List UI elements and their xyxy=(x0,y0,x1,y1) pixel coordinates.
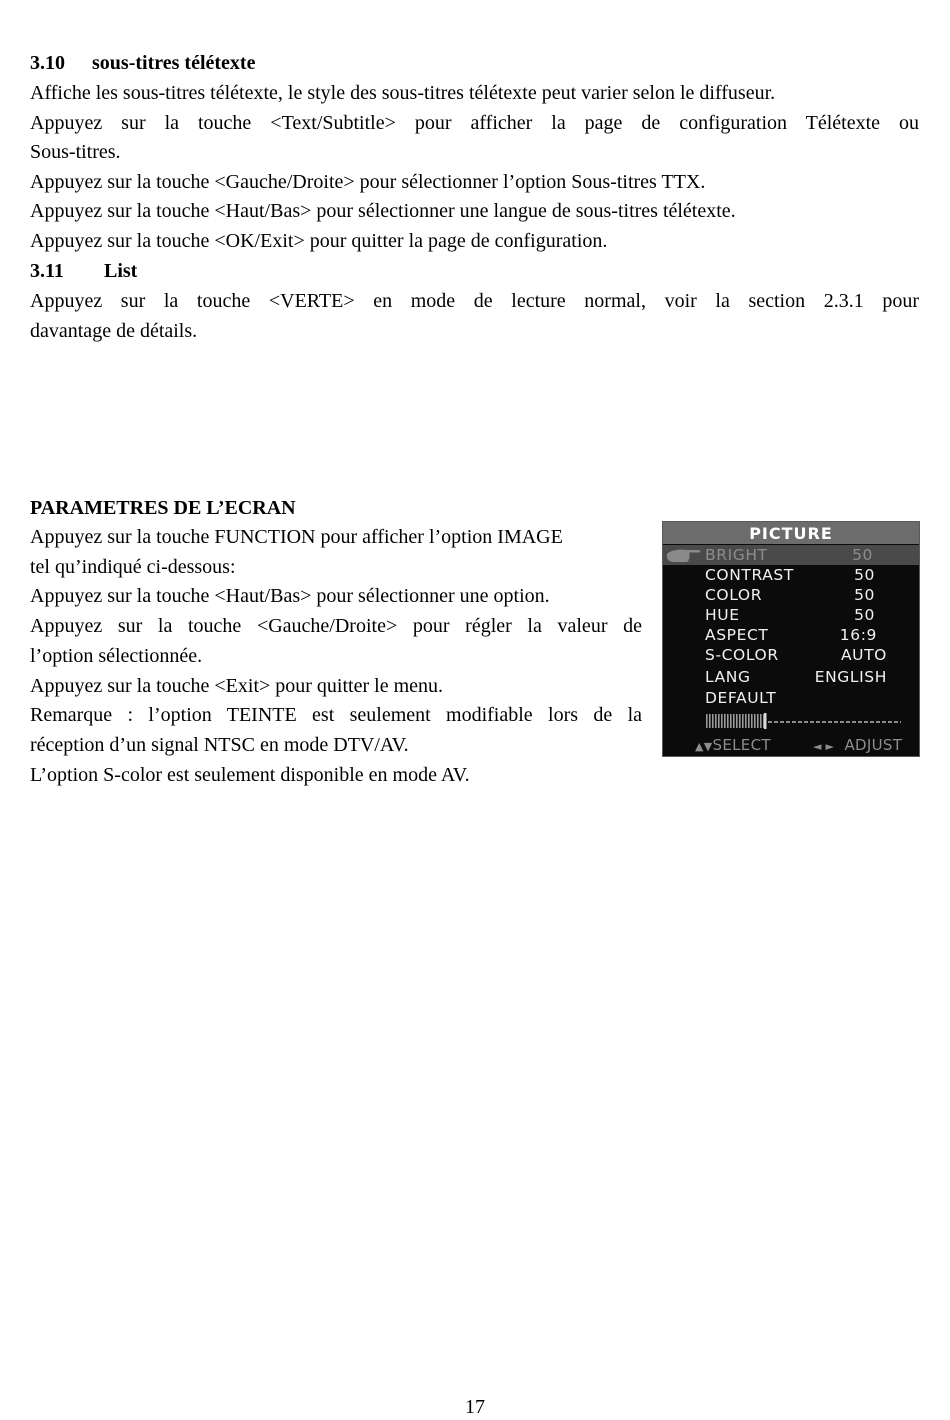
osd-item-value: 50 xyxy=(854,586,875,604)
osd-item-value: 50 xyxy=(852,546,873,564)
osd-item-value: 50 xyxy=(854,566,875,584)
level-bar-tick xyxy=(733,714,735,728)
level-bar-tick xyxy=(712,714,714,728)
osd-item xyxy=(705,585,905,605)
paragraph-line: Sous-titres. xyxy=(30,141,121,163)
osd-item-value: AUTO xyxy=(840,646,887,664)
level-bar-tick xyxy=(718,714,720,728)
paragraph-line: Appuyez sur la touche <Exit> pour quitter le menu. xyxy=(30,675,444,697)
osd-footer-adjust xyxy=(813,734,902,757)
osd-item xyxy=(705,667,905,687)
level-bar-tick xyxy=(739,714,741,728)
paragraph-line: Remarque : l’option TEINTE est seulement modifiable lors de la xyxy=(30,704,642,726)
up-down-arrows-icon: ▲▼ xyxy=(695,740,713,753)
paragraph-line: Appuyez sur la touche <Gauche/Droite> pour sélectionner l’option Sous-titres TTX. xyxy=(30,171,706,193)
osd-item-label: LANG xyxy=(705,668,751,686)
osd-item xyxy=(705,605,905,625)
osd-item-label: ASPECT xyxy=(705,626,769,644)
osd-footer-select xyxy=(695,734,771,757)
section-number: 3.10 xyxy=(30,52,65,74)
screen-settings-heading: PARAMETRES DE L’ECRAN xyxy=(30,497,296,519)
level-bar-tick xyxy=(709,714,711,728)
level-bar-tick xyxy=(748,714,750,728)
osd-item xyxy=(705,625,905,645)
paragraph-line: Appuyez sur la touche <Gauche/Droite> pour régler la valeur de xyxy=(30,615,642,637)
osd-item-label: S-COLOR xyxy=(705,646,779,664)
section-3-10-heading xyxy=(30,51,255,75)
osd-item-value: ENGLISH xyxy=(814,668,887,686)
picture-menu-screenshot xyxy=(662,521,920,757)
osd-item-label: BRIGHT xyxy=(705,546,768,564)
osd-item xyxy=(705,565,905,585)
paragraph-line: Appuyez sur la touche <OK/Exit> pour quitter la page de configuration. xyxy=(30,230,608,252)
paragraph-line: Appuyez sur la touche <Haut/Bas> pour sélectionner une langue de sous-titres télétexte. xyxy=(30,200,736,222)
section-title: sous-titres télétexte xyxy=(92,52,256,74)
level-bar-tick xyxy=(730,714,732,728)
level-bar-tick xyxy=(757,714,759,728)
level-bar-tick xyxy=(736,714,738,728)
level-bar-knob xyxy=(764,713,767,729)
level-bar-tick xyxy=(706,714,708,728)
paragraph-line: Appuyez sur la touche FUNCTION pour afficher l’option IMAGE xyxy=(30,526,563,548)
paragraph-line: réception d’un signal NTSC en mode DTV/AV. xyxy=(30,734,409,756)
osd-item-label: COLOR xyxy=(705,586,763,604)
osd-item-label: HUE xyxy=(705,606,740,624)
level-bar-tick xyxy=(715,714,717,728)
level-bar-tick xyxy=(745,714,747,728)
osd-level-bar xyxy=(705,713,901,729)
paragraph-line: Appuyez sur la touche <Haut/Bas> pour sélectionner une option. xyxy=(30,585,550,607)
level-bar-tick xyxy=(727,714,729,728)
paragraph-line: L’option S-color est seulement disponible en mode AV. xyxy=(30,764,470,786)
level-bar-tick xyxy=(754,714,756,728)
level-bar-tick xyxy=(760,714,762,728)
osd-title: PICTURE xyxy=(663,522,919,544)
osd-item xyxy=(705,645,905,665)
section-number: 3.11 xyxy=(30,260,64,282)
osd-footer-select-label: SELECT xyxy=(712,736,771,754)
osd-footer-adjust-label: ADJUST xyxy=(844,736,903,754)
level-bar-tick xyxy=(742,714,744,728)
paragraph-line: Appuyez sur la touche <VERTE> en mode de lecture normal, voir la section 2.3.1 pour xyxy=(30,290,919,312)
level-bar-tick xyxy=(721,714,723,728)
section-title: List xyxy=(104,260,138,282)
osd-item-label: CONTRAST xyxy=(705,566,794,584)
left-right-arrows-icon: ◄ ► xyxy=(813,740,835,753)
level-bar-tick xyxy=(751,714,753,728)
osd-footer xyxy=(663,734,919,756)
osd-item-value: 16:9 xyxy=(839,626,877,644)
osd-item-value: 50 xyxy=(854,606,875,624)
page-number: 17 xyxy=(465,1396,485,1418)
paragraph-line: tel qu’indiqué ci-dessous: xyxy=(30,556,236,578)
hand-pointer-icon xyxy=(665,548,701,564)
paragraph-line: Appuyez sur la touche <Text/Subtitle> pour afficher la page de configuration Télétexte ou xyxy=(30,112,919,134)
paragraph-line: davantage de détails. xyxy=(30,320,198,342)
section-3-11-heading xyxy=(30,259,137,283)
osd-item-label: DEFAULT xyxy=(705,689,777,707)
osd-item xyxy=(705,545,905,565)
level-bar-tick xyxy=(724,714,726,728)
paragraph-line: Affiche les sous-titres télétexte, le style des sous-titres télétexte peut varier selon le diffuseur. xyxy=(30,82,776,104)
paragraph-line: l’option sélectionnée. xyxy=(30,645,203,667)
osd-item xyxy=(705,688,905,708)
